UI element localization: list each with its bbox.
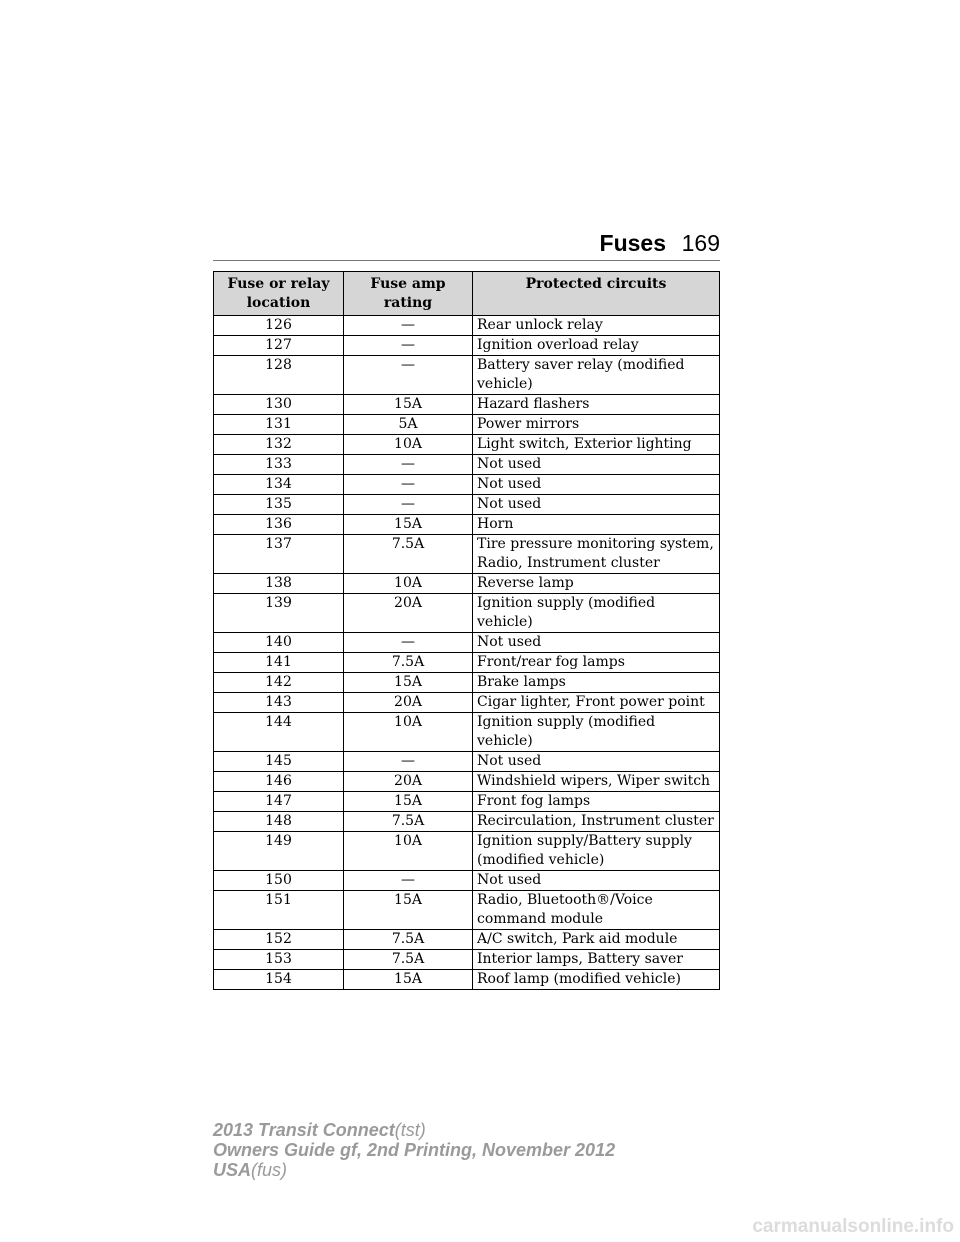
protected-circuits-cell: Not used [473,455,720,475]
table-row [214,455,720,475]
table-row [214,515,720,535]
table-row [214,792,720,812]
fuse-amp-cell: — [344,316,473,336]
table-row [214,950,720,970]
fuse-location-cell: 127 [214,336,344,356]
fuse-location-cell: 132 [214,435,344,455]
fuse-amp-cell: 10A [344,713,473,752]
fuse-location-cell: 144 [214,713,344,752]
protected-circuits-cell: Light switch, Exterior lighting [473,435,720,455]
column-header-amp-rating: Fuse amp rating [344,272,473,316]
fuse-location-cell: 139 [214,594,344,633]
protected-circuits-cell: Not used [473,633,720,653]
footer-guide-info: Owners Guide gf, 2nd Printing, November 2012 [213,1140,616,1160]
table-row [214,871,720,891]
fuse-location-cell: 146 [214,772,344,792]
table-row [214,832,720,871]
footer-market-code: (fus) [251,1160,288,1180]
protected-circuits-cell: Not used [473,752,720,772]
page-header [213,228,720,258]
watermark: carmanualsonline.info [752,1216,954,1237]
table-row [214,930,720,950]
fuse-location-cell: 151 [214,891,344,930]
table-row [214,693,720,713]
fuse-amp-cell: 5A [344,415,473,435]
table-row [214,653,720,673]
table-header-row [214,272,720,316]
fuse-amp-cell: — [344,336,473,356]
fuse-location-cell: 141 [214,653,344,673]
protected-circuits-cell: Tire pressure monitoring system, Radio, Instrument cluster [473,535,720,574]
protected-circuits-cell: Front fog lamps [473,792,720,812]
fuse-amp-cell: 15A [344,792,473,812]
protected-circuits-cell: Front/rear fog lamps [473,653,720,673]
table-row [214,316,720,336]
protected-circuits-cell: A/C switch, Park aid module [473,930,720,950]
protected-circuits-cell: Interior lamps, Battery saver [473,950,720,970]
protected-circuits-cell: Horn [473,515,720,535]
footer-model: 2013 Transit Connect [213,1120,395,1140]
protected-circuits-cell: Not used [473,475,720,495]
protected-circuits-cell: Power mirrors [473,415,720,435]
fuse-location-cell: 152 [214,930,344,950]
table-row [214,475,720,495]
table-row [214,395,720,415]
table-row [214,336,720,356]
page-number: 169 [681,230,720,256]
footer-line-2 [213,1140,615,1160]
protected-circuits-cell: Not used [473,495,720,515]
fuse-amp-cell: — [344,475,473,495]
table-row [214,574,720,594]
fuse-amp-cell: 7.5A [344,812,473,832]
fuse-table [213,271,720,990]
table-row [214,435,720,455]
protected-circuits-cell: Reverse lamp [473,574,720,594]
fuse-location-cell: 128 [214,356,344,395]
table-row [214,633,720,653]
fuse-location-cell: 145 [214,752,344,772]
column-header-location: Fuse or relay location [214,272,344,316]
fuse-location-cell: 130 [214,395,344,415]
table-row [214,713,720,752]
table-row [214,495,720,515]
fuse-amp-cell: — [344,455,473,475]
protected-circuits-cell: Hazard flashers [473,395,720,415]
fuse-location-cell: 143 [214,693,344,713]
fuse-amp-cell: 15A [344,891,473,930]
table-row [214,772,720,792]
footer-line-1 [213,1120,615,1140]
protected-circuits-cell: Cigar lighter, Front power point [473,693,720,713]
footer-line-3 [213,1160,615,1180]
fuse-amp-cell: 15A [344,673,473,693]
fuse-location-cell: 138 [214,574,344,594]
fuse-amp-cell: 7.5A [344,950,473,970]
fuse-location-cell: 149 [214,832,344,871]
fuse-location-cell: 134 [214,475,344,495]
table-row [214,812,720,832]
section-title: Fuses [599,230,666,256]
table-row [214,891,720,930]
fuse-amp-cell: 7.5A [344,535,473,574]
fuse-location-cell: 140 [214,633,344,653]
fuse-amp-cell: 20A [344,693,473,713]
fuse-location-cell: 142 [214,673,344,693]
fuse-location-cell: 137 [214,535,344,574]
protected-circuits-cell: Ignition supply/Battery supply (modified vehicle) [473,832,720,871]
fuse-amp-cell: 10A [344,832,473,871]
protected-circuits-cell: Not used [473,871,720,891]
protected-circuits-cell: Rear unlock relay [473,316,720,336]
fuse-amp-cell: 20A [344,594,473,633]
fuse-amp-cell: — [344,752,473,772]
table-row [214,356,720,395]
fuse-amp-cell: 7.5A [344,930,473,950]
protected-circuits-cell: Brake lamps [473,673,720,693]
protected-circuits-cell: Recirculation, Instrument cluster [473,812,720,832]
page-footer [213,1120,615,1180]
fuse-location-cell: 133 [214,455,344,475]
table-row [214,594,720,633]
fuse-location-cell: 135 [214,495,344,515]
fuse-amp-cell: 15A [344,970,473,990]
fuse-location-cell: 131 [214,415,344,435]
fuse-location-cell: 148 [214,812,344,832]
footer-model-code: (tst) [394,1120,426,1140]
fuse-amp-cell: 7.5A [344,653,473,673]
fuse-amp-cell: 20A [344,772,473,792]
table-row [214,415,720,435]
fuse-amp-cell: — [344,495,473,515]
protected-circuits-cell: Roof lamp (modified vehicle) [473,970,720,990]
protected-circuits-cell: Windshield wipers, Wiper switch [473,772,720,792]
fuse-location-cell: 136 [214,515,344,535]
fuse-amp-cell: 15A [344,395,473,415]
fuse-amp-cell: — [344,633,473,653]
fuse-amp-cell: 10A [344,574,473,594]
header-rule [213,260,720,261]
table-row [214,752,720,772]
protected-circuits-cell: Radio, Bluetooth®/Voice command module [473,891,720,930]
fuse-location-cell: 126 [214,316,344,336]
column-header-protected-circuits: Protected circuits [473,272,720,316]
table-row [214,673,720,693]
fuse-location-cell: 153 [214,950,344,970]
fuse-amp-cell: — [344,356,473,395]
table-row [214,970,720,990]
fuse-location-cell: 150 [214,871,344,891]
protected-circuits-cell: Ignition supply (modified vehicle) [473,594,720,633]
fuse-location-cell: 154 [214,970,344,990]
fuse-amp-cell: — [344,871,473,891]
fuse-location-cell: 147 [214,792,344,812]
table-row [214,535,720,574]
fuse-amp-cell: 10A [344,435,473,455]
protected-circuits-cell: Ignition overload relay [473,336,720,356]
footer-market: USA [213,1160,252,1180]
protected-circuits-cell: Battery saver relay (modified vehicle) [473,356,720,395]
fuse-amp-cell: 15A [344,515,473,535]
protected-circuits-cell: Ignition supply (modified vehicle) [473,713,720,752]
